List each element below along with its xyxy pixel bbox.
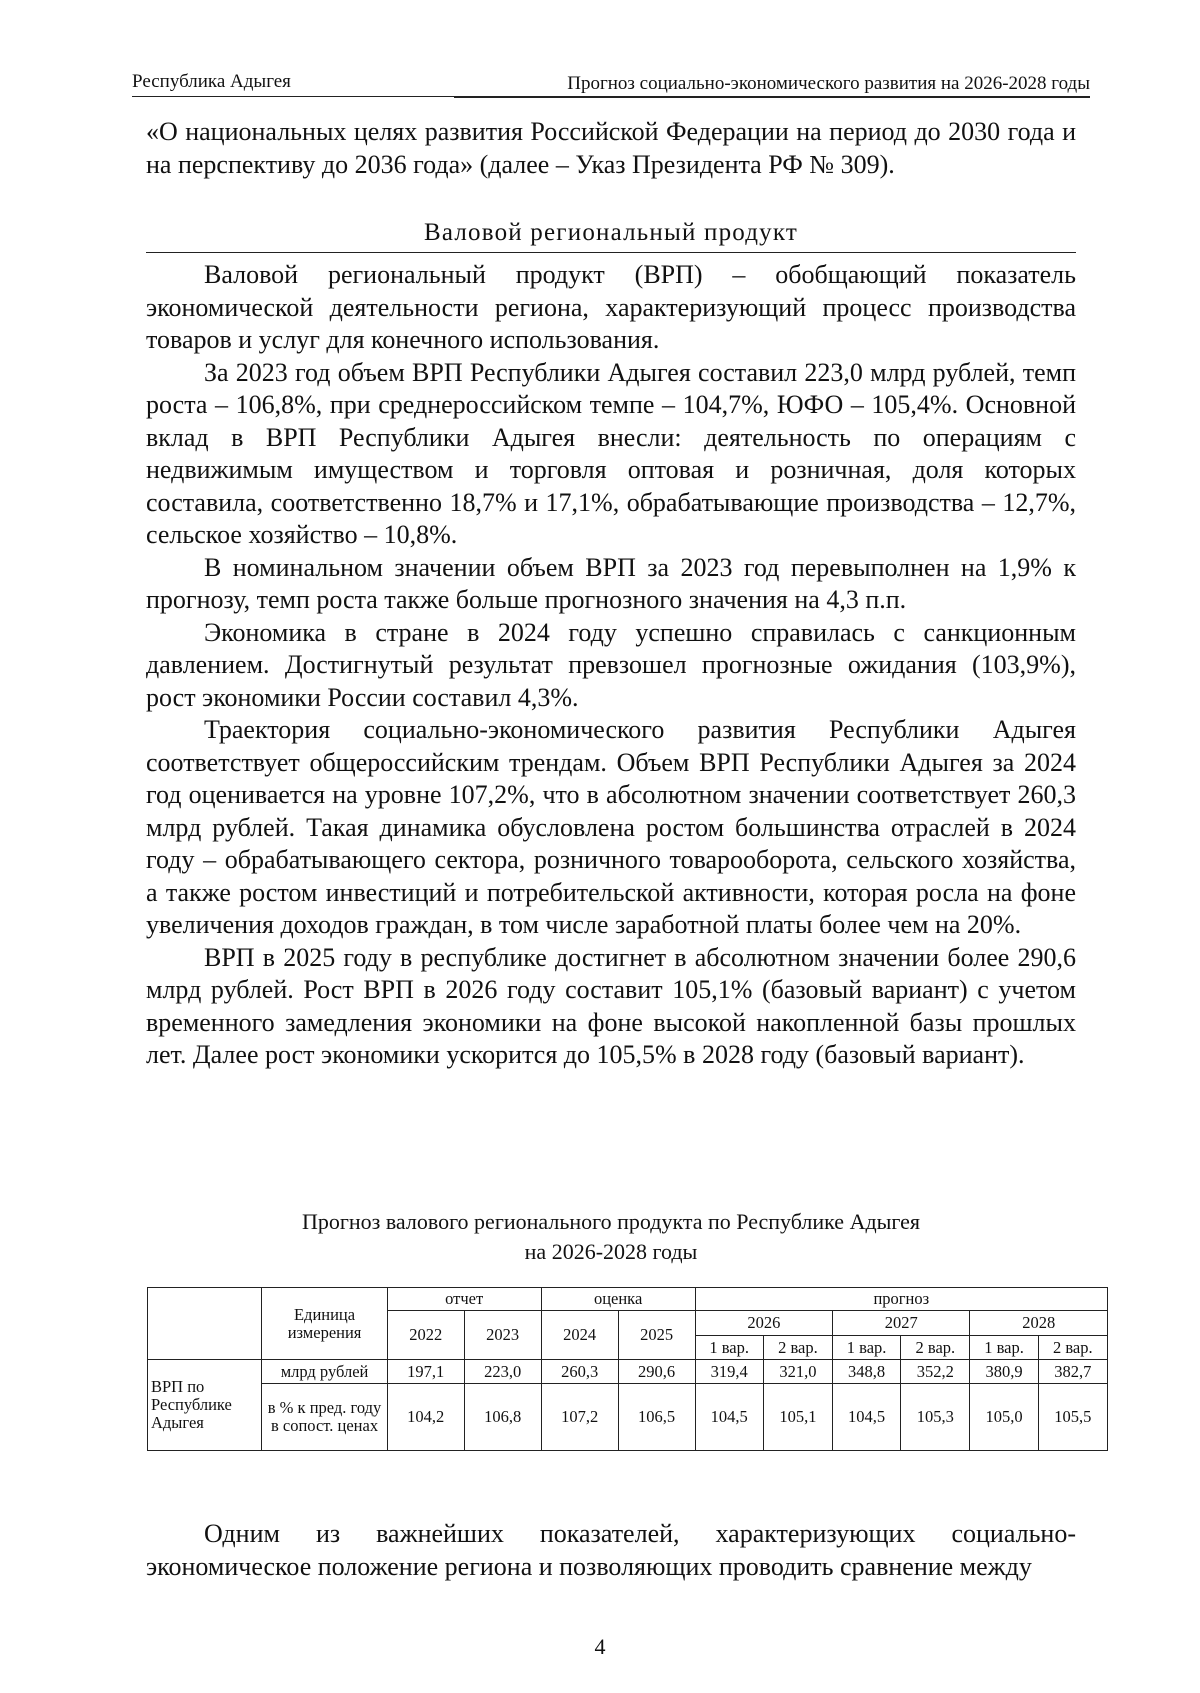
variant-header: 2 вар. bbox=[763, 1336, 832, 1360]
value-cell: 197,1 bbox=[387, 1360, 464, 1384]
row-label: ВРП по Республике Адыгея bbox=[148, 1360, 262, 1451]
year-header: 2028 bbox=[970, 1311, 1108, 1336]
year-header: 2027 bbox=[833, 1311, 970, 1336]
value-cell: 106,5 bbox=[618, 1384, 695, 1451]
variant-header: 2 вар. bbox=[901, 1336, 970, 1360]
variant-header: 1 вар. bbox=[833, 1336, 901, 1360]
value-cell: 260,3 bbox=[541, 1360, 618, 1384]
value-cell: 382,7 bbox=[1038, 1360, 1107, 1384]
value-cell: 105,3 bbox=[901, 1384, 970, 1451]
year-header: 2022 bbox=[387, 1311, 464, 1360]
value-cell: 380,9 bbox=[970, 1360, 1038, 1384]
year-header: 2023 bbox=[464, 1311, 541, 1360]
body-text bbox=[146, 259, 1076, 1072]
page-number: 4 bbox=[594, 1634, 606, 1659]
variant-header: 2 вар. bbox=[1038, 1336, 1107, 1360]
unit-cell: млрд рублей bbox=[262, 1360, 387, 1384]
header-region: Республика Адыгея bbox=[132, 71, 291, 92]
header-document-title: Прогноз социально-экономического развития на 2026-2028 годы bbox=[454, 71, 1090, 98]
intro-text bbox=[146, 116, 1076, 181]
year-header: 2026 bbox=[695, 1311, 832, 1336]
unit-cell: в % к пред. году в сопост. ценах bbox=[262, 1384, 387, 1451]
value-cell: 321,0 bbox=[763, 1360, 832, 1384]
group-header-estimate: оценка bbox=[541, 1288, 695, 1311]
value-cell: 104,5 bbox=[695, 1384, 763, 1451]
table-corner-cell bbox=[148, 1288, 262, 1360]
variant-header: 1 вар. bbox=[970, 1336, 1038, 1360]
value-cell: 352,2 bbox=[901, 1360, 970, 1384]
group-header-forecast: прогноз bbox=[695, 1288, 1107, 1311]
year-header: 2024 bbox=[541, 1311, 618, 1360]
value-cell: 223,0 bbox=[464, 1360, 541, 1384]
unit-header: Единица измерения bbox=[262, 1288, 387, 1360]
value-cell: 105,5 bbox=[1038, 1384, 1107, 1451]
table-title-line: на 2026-2028 годы bbox=[524, 1239, 698, 1264]
year-header: 2025 bbox=[618, 1311, 695, 1360]
variant-header: 1 вар. bbox=[695, 1336, 763, 1360]
value-cell: 319,4 bbox=[695, 1360, 763, 1384]
paragraph: Валовой региональный продукт (ВРП) – обобщающий показатель экономической деятельности региона, характеризующий процесс производства товаров и услуг для конечного использования. bbox=[146, 260, 1076, 354]
section-divider bbox=[146, 252, 1076, 253]
paragraph: За 2023 год объем ВРП Республики Адыгея составил 223,0 млрд рублей, темп роста – 106,8%, при среднероссийском темпе – 104,7%, ЮФО – 105,4%. Основной вклад в ВРП Республики Адыгея внесли: деятельность по операциям с недвижимым имуществом и торговля оптовая и розничная, доля которых составила, соответственно 18,7% и 17,1%, обрабатывающие производства – 12,7%, сельское хозяйство – 10,8%. bbox=[146, 357, 1076, 549]
table-row bbox=[148, 1384, 1108, 1451]
table-title bbox=[146, 1207, 1076, 1267]
value-cell: 106,8 bbox=[464, 1384, 541, 1451]
page-header bbox=[132, 68, 1090, 97]
paragraph: В номинальном значении объем ВРП за 2023 год перевыполнен на 1,9% к прогнозу, темп роста также больше прогнозного значения на 4,3 п.п. bbox=[146, 552, 1076, 614]
paragraph: ВРП в 2025 году в республике достигнет в абсолютном значении более 290,6 млрд рублей. Рост ВРП в 2026 году составит 105,1% (базовый вариант) с учетом временного замедления экономики на фоне высокой накопленной базы прошлых лет. Далее рост экономики ускорится до 105,5% в 2028 году (базовый вариант). bbox=[146, 942, 1076, 1069]
table-row bbox=[148, 1360, 1108, 1384]
closing-text bbox=[146, 1518, 1076, 1583]
group-header-report: отчет bbox=[387, 1288, 541, 1311]
value-cell: 348,8 bbox=[833, 1360, 901, 1384]
value-cell: 105,1 bbox=[763, 1384, 832, 1451]
closing-paragraph: Одним из важнейших показателей, характеризующих социально-экономическое положение региона и позволяющих проводить сравнение между bbox=[146, 1519, 1076, 1581]
vrp-forecast-table bbox=[147, 1287, 1108, 1451]
value-cell: 290,6 bbox=[618, 1360, 695, 1384]
value-cell: 104,2 bbox=[387, 1384, 464, 1451]
paragraph: Экономика в стране в 2024 году успешно справилась с санкционным давлением. Достигнутый результат превзошел прогнозные ожидания (103,9%), рост экономики России составил 4,3%. bbox=[146, 617, 1076, 712]
value-cell: 107,2 bbox=[541, 1384, 618, 1451]
paragraph: Траектория социально-экономического развития Республики Адыгея соответствует общероссийским трендам. Объем ВРП Республики Адыгея за 2024 год оценивается на уровне 107,2%, что в абсолютном значении соответствует 260,3 млрд рублей. Такая динамика обусловлена ростом большинства отраслей в 2024 году – обрабатывающего сектора, розничного товарооборота, сельского хозяйства, а также ростом инвестиций и потребительской активности, которая росла на фоне увеличения доходов граждан, в том числе заработной платы более чем на 20%. bbox=[146, 715, 1076, 939]
section-title: Валовой региональный продукт bbox=[423, 219, 799, 246]
value-cell: 104,5 bbox=[833, 1384, 901, 1451]
value-cell: 105,0 bbox=[970, 1384, 1038, 1451]
intro-paragraph: «О национальных целях развития Российской Федерации на период до 2030 года и на перспективу до 2036 года» (далее – Указ Президента РФ № 309). bbox=[146, 117, 1076, 179]
table-title-line: Прогноз валового регионального продукта по Республике Адыгея bbox=[301, 1209, 921, 1234]
